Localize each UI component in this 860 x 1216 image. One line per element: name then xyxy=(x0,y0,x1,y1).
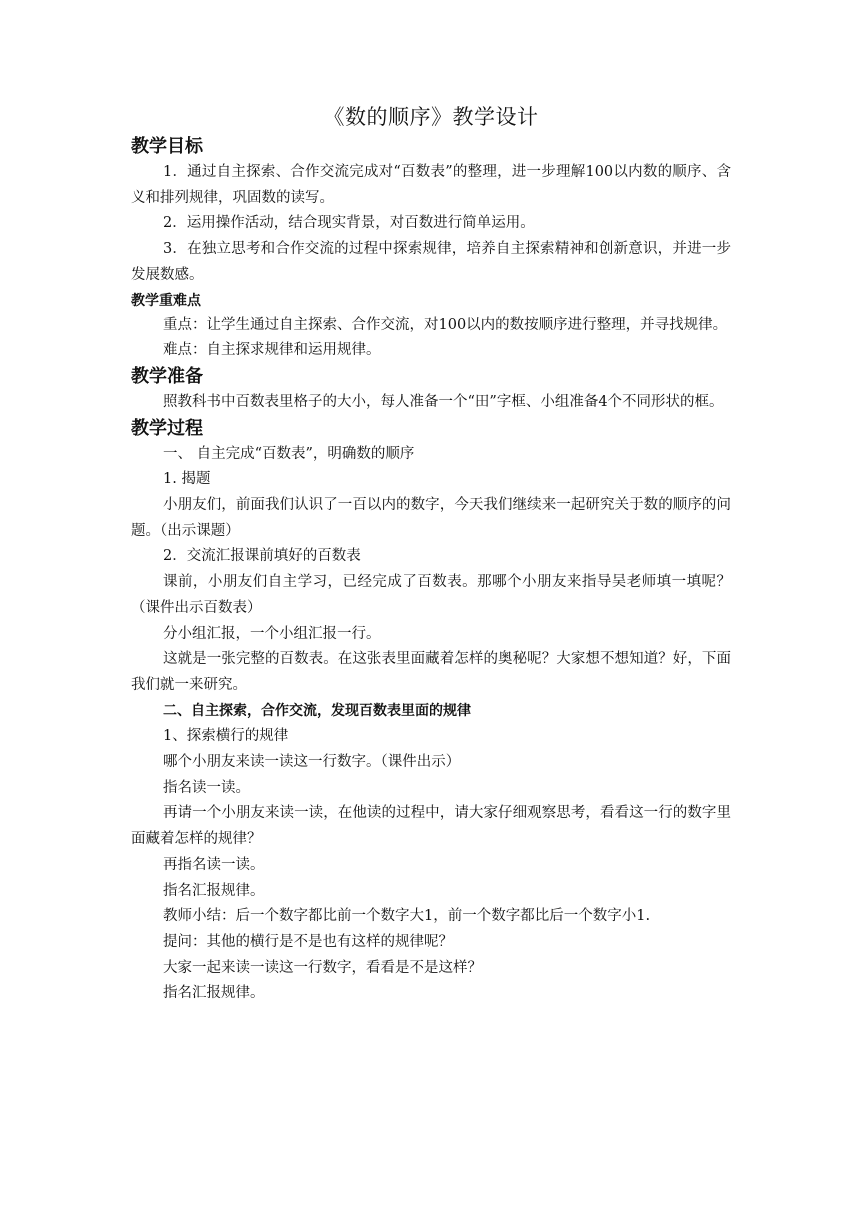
process-paragraph: 再指名读一读。 xyxy=(163,856,265,873)
process-paragraph: 指名读一读。 xyxy=(163,779,250,796)
process-paragraph: 小朋友们，前面我们认识了一百以内的数字，今天我们继续来一起研究关于数的顺序的问题。（出示课题） xyxy=(131,497,731,539)
document-title: 《数的顺序》教学设计 xyxy=(323,105,539,129)
goal-item-1: 1．通过自主探索、合作交流完成对“百数表”的整理，进一步理解100以内数的顺序、含义和排列规律，巩固数的读写。 xyxy=(131,164,731,206)
process-paragraph: 教师小结：后一个数字都比前一个数字大1，前一个数字都比后一个数字小1. xyxy=(163,908,651,925)
process-paragraph: 再请一个小朋友来读一读，在他读的过程中，请大家仔细观察思考，看看这一行的数字里面藏着怎样的规律？ xyxy=(131,805,731,848)
process-subheading: 1. 揭题 xyxy=(163,471,211,488)
prep-item: 照教科书中百数表里格子的大小，每人准备一个“田”字框、小组准备4个不同形状的框。 xyxy=(163,393,724,410)
keypoint-difficulty: 难点：自主探求规律和运用规律。 xyxy=(163,342,381,359)
section-heading-goals: 教学目标 xyxy=(131,136,203,157)
process-paragraph: 课前，小朋友们自主学习，已经完成了百数表。那哪个小朋友来指导吴老师填一填呢？（课件出示百数表） xyxy=(131,574,731,616)
process-paragraph: 指名汇报规律。 xyxy=(163,882,265,899)
process-subheading: 1、探索横行的规律 xyxy=(163,728,289,745)
keypoint-focus: 重点：让学生通过自主探索、合作交流，对100以内的数按顺序进行整理，并寻找规律。 xyxy=(163,316,728,333)
goal-item-3: 3．在独立思考和合作交流的过程中探索规律，培养自主探索精神和创新意识，并进一步发展数感。 xyxy=(131,241,731,283)
process-step-heading-1: 一、 自主完成“百数表”，明确数的顺序 xyxy=(163,445,415,462)
process-paragraph: 提问：其他的横行是不是也有这样的规律呢？ xyxy=(163,933,453,950)
process-paragraph: 这就是一张完整的百数表。在这张表里面藏着怎样的奥秘呢？大家想不想知道？好，下面我们就一来研究。 xyxy=(131,651,731,693)
process-subheading: 2．交流汇报课前填好的百数表 xyxy=(163,548,361,565)
section-heading-process: 教学过程 xyxy=(131,417,203,439)
process-paragraph: 指名汇报规律。 xyxy=(163,985,265,1002)
section-heading-keypoints: 教学重难点 xyxy=(131,292,201,309)
document-page xyxy=(131,100,731,1007)
process-paragraph: 大家一起来读一读这一行数字，看看是不是这样？ xyxy=(163,959,482,976)
process-paragraph: 哪个小朋友来读一读这一行数字。（课件出示） xyxy=(163,754,461,771)
goal-item-2: 2．运用操作活动，结合现实背景，对百数进行简单运用。 xyxy=(163,215,535,232)
process-paragraph: 分小组汇报，一个小组汇报一行。 xyxy=(163,625,381,642)
section-heading-prep: 教学准备 xyxy=(131,365,203,387)
process-step-heading-2: 二、自主探索，合作交流，发现百数表里面的规律 xyxy=(163,702,471,719)
